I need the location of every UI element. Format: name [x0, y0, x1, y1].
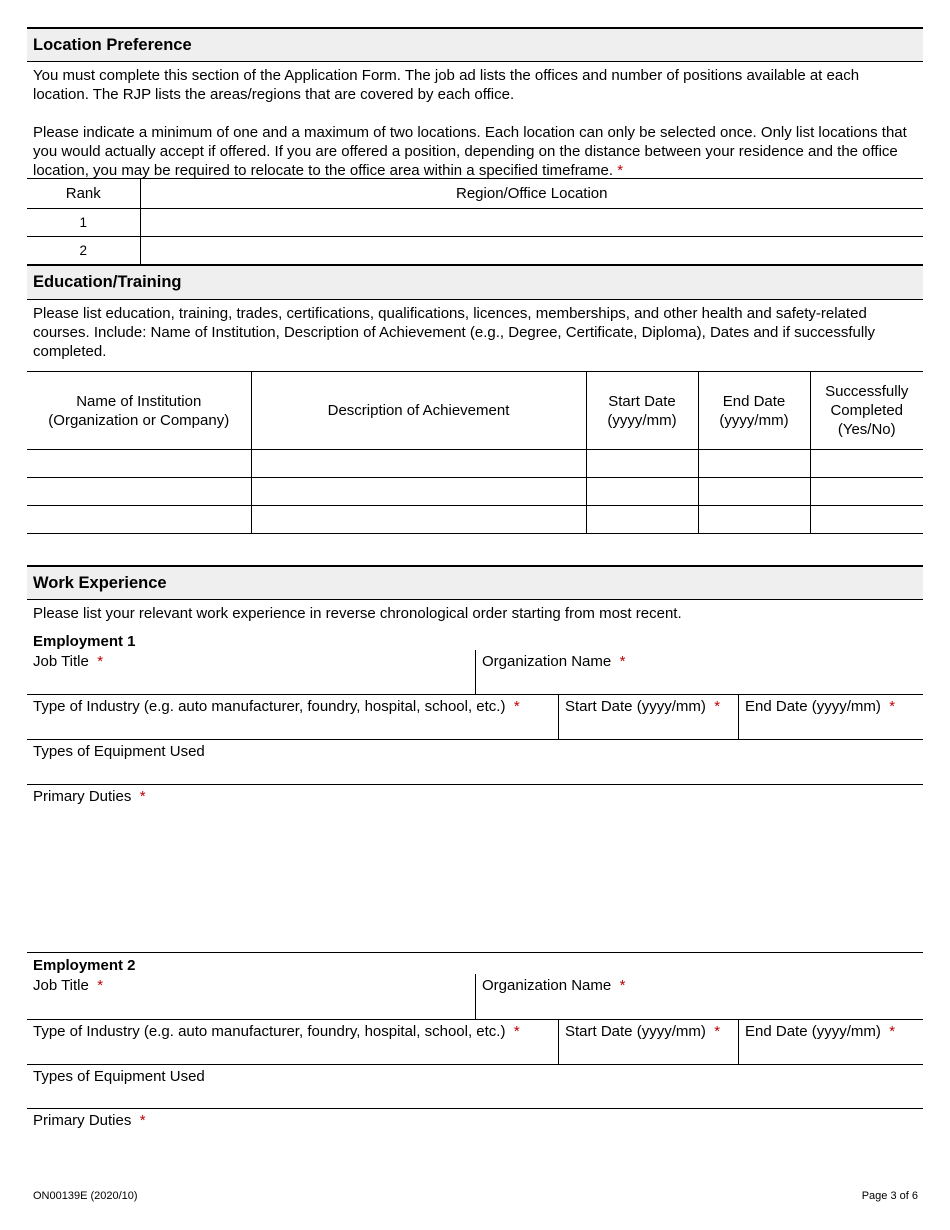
form-page: [27, 27, 923, 1149]
table-row: [27, 478, 923, 506]
col-description: Description of Achievement: [251, 372, 586, 450]
equipment-field[interactable]: [27, 1065, 923, 1108]
required-mark: *: [619, 653, 626, 670]
location-section-heading: Location Preference: [27, 27, 923, 62]
education-instructions: Please list education, training, trades, certifications, qualifications, licences, memberships, and other health and safety-related courses. Include: Name of Institution, Description of Achievement (e.g., Degree, Certificate, Diploma), Dates and if successfully completed.: [33, 305, 876, 360]
organization-label: Organization Name: [482, 653, 612, 670]
col-start-date: [586, 372, 698, 450]
equipment-field[interactable]: [27, 740, 923, 784]
employment-title: Employment 2: [33, 957, 136, 974]
employment-row-1: [27, 974, 923, 1020]
start-date-input[interactable]: [586, 506, 698, 534]
description-input[interactable]: [251, 506, 586, 534]
description-input[interactable]: [251, 478, 586, 506]
job-title-field[interactable]: [27, 974, 475, 1019]
job-title-field[interactable]: [27, 650, 475, 694]
organization-field[interactable]: [475, 974, 923, 1019]
required-mark: *: [889, 1023, 896, 1040]
completed-input[interactable]: [810, 478, 923, 506]
end-date-input[interactable]: [698, 506, 810, 534]
industry-label: Type of Industry (e.g. auto manufacturer, foundry, hospital, school, etc.): [33, 1023, 506, 1040]
end-date-input[interactable]: [698, 478, 810, 506]
table-row: [27, 450, 923, 478]
duties-field[interactable]: [27, 1109, 923, 1129]
employment-row-3: [27, 1065, 923, 1109]
required-mark: *: [513, 698, 520, 715]
institution-input[interactable]: [27, 450, 251, 478]
end-date-input[interactable]: [698, 450, 810, 478]
form-id: ON00139E (2020/10): [33, 1190, 138, 1202]
required-mark: *: [139, 788, 146, 805]
required-mark: *: [139, 1112, 146, 1129]
equipment-label: Types of Equipment Used: [33, 743, 205, 760]
required-mark: *: [617, 162, 624, 179]
job-title-label: Job Title: [33, 653, 89, 670]
end-date-label: End Date (yyyy/mm): [745, 1023, 881, 1040]
required-mark: *: [513, 1023, 520, 1040]
col-end-line2: (yyyy/mm): [719, 411, 789, 429]
employment-row-1: [27, 650, 923, 695]
duties-label: Primary Duties: [33, 1112, 132, 1129]
duties-field[interactable]: [27, 785, 923, 952]
required-mark: *: [714, 1023, 721, 1040]
description-input[interactable]: [251, 450, 586, 478]
duties-label: Primary Duties: [33, 788, 132, 805]
industry-field[interactable]: [27, 695, 558, 739]
col-completed-line1: Successfully: [825, 383, 909, 400]
equipment-label: Types of Equipment Used: [33, 1068, 205, 1085]
employment-row-2: [27, 1020, 923, 1065]
start-date-input[interactable]: [586, 478, 698, 506]
employment-row-4: [27, 1109, 923, 1149]
table-row: [27, 237, 923, 265]
industry-field[interactable]: [27, 1020, 558, 1064]
col-completed-line3: (Yes/No): [837, 421, 896, 438]
region-input[interactable]: [140, 237, 923, 265]
location-table-header: [27, 179, 923, 209]
location-para2-text: Please indicate a minimum of one and a maximum of two locations. Each location can only be selected once. Only list locations that you would actually accept if offered. If you are offered a position, depending on the distance between your residence and the office location, you may be required to relocate to the office area within a specified timeframe.: [33, 124, 907, 179]
employment-block: [27, 953, 923, 1149]
required-mark: *: [889, 698, 896, 715]
organization-field[interactable]: [475, 650, 923, 694]
page-number: Page 3 of 6: [861, 1190, 918, 1202]
table-row: [27, 209, 923, 237]
education-table: [27, 371, 923, 534]
section-spacer: [27, 534, 923, 565]
location-para1-text: You must complete this section of the Application Form. The job ad lists the offices and number of positions available at each location. The RJP lists the areas/regions that are covered by each office.: [33, 67, 860, 103]
rank-cell: 1: [27, 209, 140, 237]
col-completed: [810, 372, 923, 450]
completed-input[interactable]: [810, 450, 923, 478]
col-region: Region/Office Location: [140, 179, 923, 209]
start-date-field[interactable]: [558, 1020, 738, 1064]
col-institution-line2: (Organization or Company): [48, 411, 230, 429]
required-mark: *: [97, 653, 104, 670]
education-section-heading: Education/Training: [27, 265, 923, 300]
col-rank: Rank: [27, 179, 140, 209]
employment-row-2: [27, 695, 923, 740]
col-completed-line2: Completed: [830, 402, 904, 419]
col-start-line1: Start Date: [608, 392, 676, 410]
education-table-header: [27, 372, 923, 450]
employment-row-4: [27, 785, 923, 953]
location-table: [27, 178, 923, 265]
completed-input[interactable]: [810, 506, 923, 534]
industry-label: Type of Industry (e.g. auto manufacturer, foundry, hospital, school, etc.): [33, 698, 506, 715]
end-date-field[interactable]: [738, 695, 923, 739]
end-date-label: End Date (yyyy/mm): [745, 698, 881, 715]
work-instructions: Please list your relevant work experience in reverse chronological order starting from most recent.: [33, 605, 682, 622]
start-date-input[interactable]: [586, 450, 698, 478]
employment-title: Employment 1: [33, 633, 136, 650]
location-instructions-2: [27, 120, 923, 178]
job-title-label: Job Title: [33, 977, 89, 994]
col-end-date: [698, 372, 810, 450]
organization-label: Organization Name: [482, 977, 612, 994]
employment-row-3: [27, 740, 923, 785]
rank-cell: 2: [27, 237, 140, 265]
page-footer: [33, 1190, 918, 1202]
location-instructions-1: [27, 62, 923, 120]
required-mark: *: [714, 698, 721, 715]
required-mark: *: [619, 977, 626, 994]
employment-block: [27, 629, 923, 953]
end-date-field[interactable]: [738, 1020, 923, 1064]
required-mark: *: [97, 977, 104, 994]
institution-input[interactable]: [27, 506, 251, 534]
start-date-label: Start Date (yyyy/mm): [565, 698, 706, 715]
start-date-label: Start Date (yyyy/mm): [565, 1023, 706, 1040]
col-start-line2: (yyyy/mm): [607, 411, 677, 429]
col-institution-line1: Name of Institution: [76, 392, 202, 410]
col-end-line1: End Date: [722, 392, 786, 410]
institution-input[interactable]: [27, 478, 251, 506]
start-date-field[interactable]: [558, 695, 738, 739]
work-section-heading: Work Experience: [27, 565, 923, 600]
table-row: [27, 506, 923, 534]
col-institution: [27, 372, 251, 450]
region-input[interactable]: [140, 209, 923, 237]
